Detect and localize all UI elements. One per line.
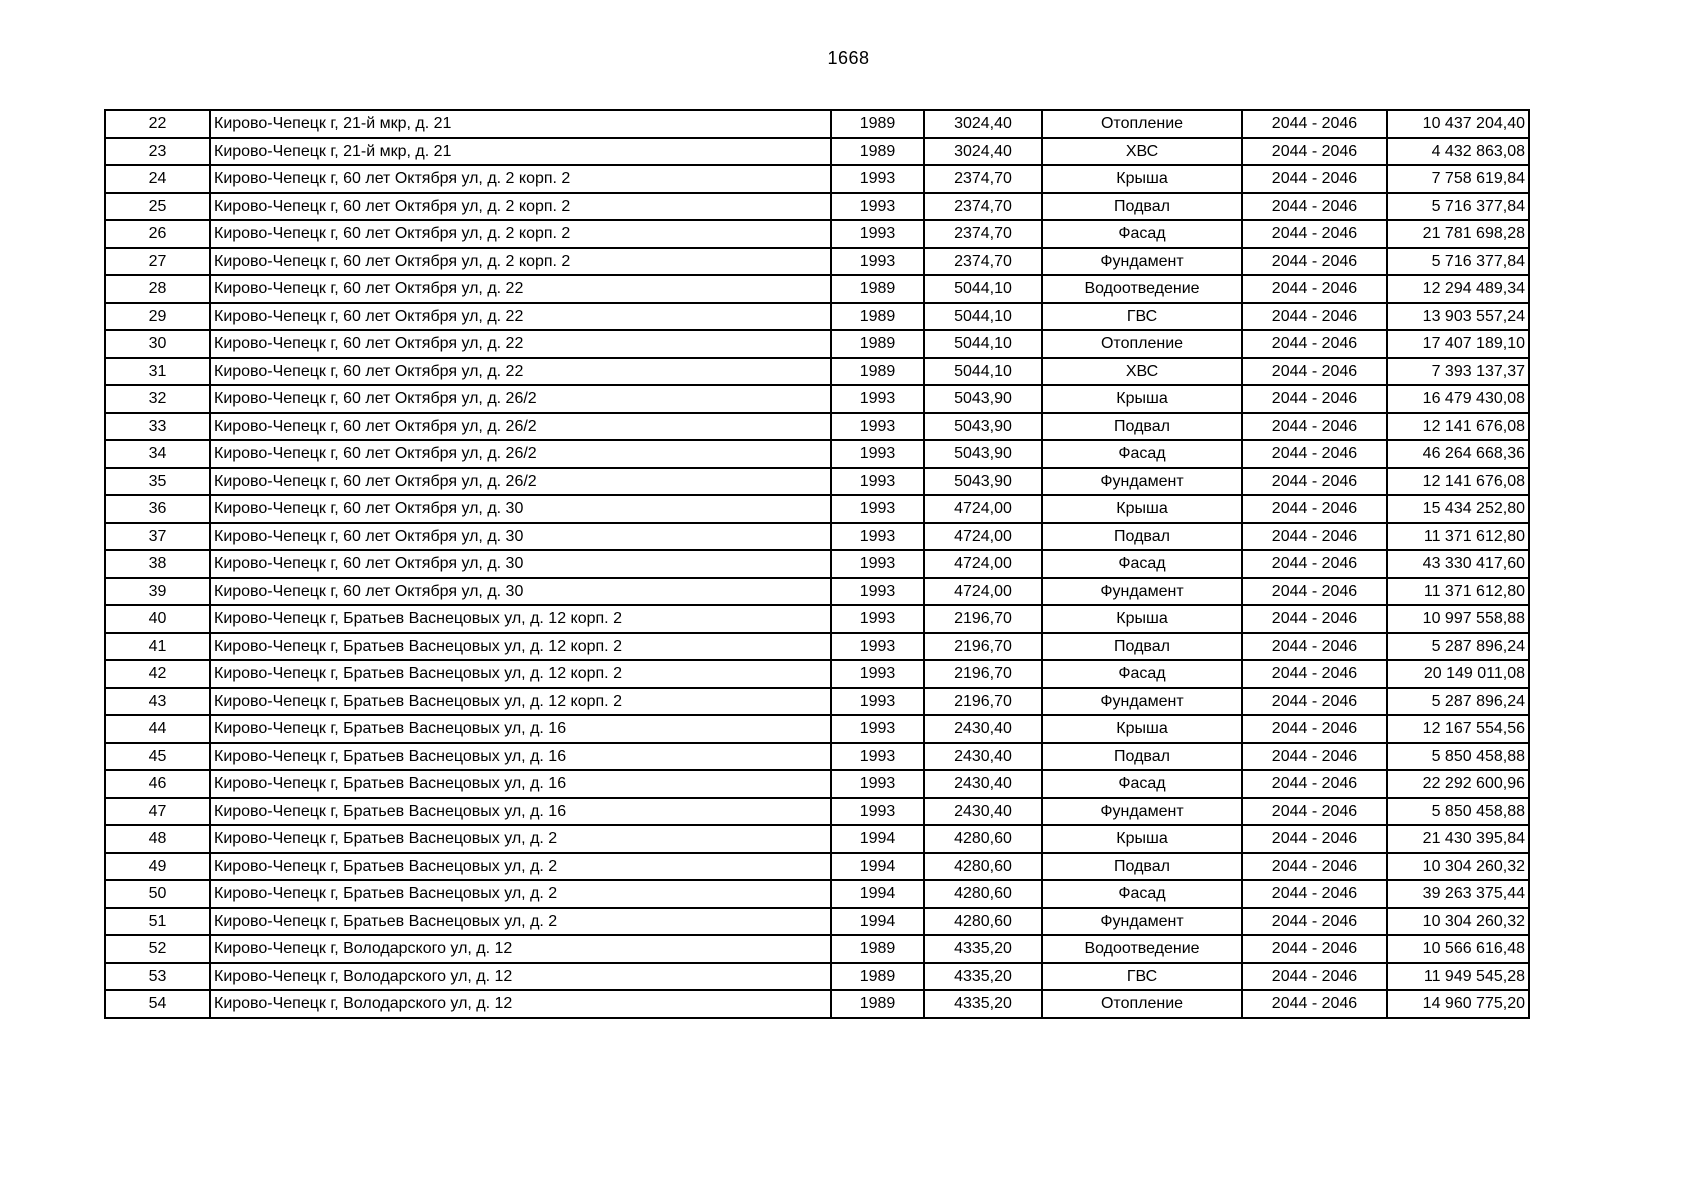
row-number-cell: 25 [105, 193, 210, 221]
address-cell: Кирово-Чепецк г, 60 лет Октября ул, д. 26/2 [210, 413, 831, 441]
row-number-cell: 51 [105, 908, 210, 936]
address-cell: Кирово-Чепецк г, 60 лет Октября ул, д. 30 [210, 523, 831, 551]
area-cell: 2196,70 [924, 633, 1042, 661]
address-cell: Кирово-Чепецк г, Володарского ул, д. 12 [210, 935, 831, 963]
table-row [105, 495, 1529, 523]
table-row [105, 633, 1529, 661]
build-year-cell: 1994 [831, 853, 924, 881]
cost-cell: 17 407 189,10 [1387, 330, 1529, 358]
address-cell: Кирово-Чепецк г, 60 лет Октября ул, д. 22 [210, 330, 831, 358]
address-cell: Кирово-Чепецк г, 60 лет Октября ул, д. 30 [210, 550, 831, 578]
work-type-cell: Крыша [1042, 605, 1242, 633]
build-year-cell: 1994 [831, 825, 924, 853]
area-cell: 2374,70 [924, 220, 1042, 248]
area-cell: 4335,20 [924, 963, 1042, 991]
period-cell: 2044 - 2046 [1242, 248, 1387, 276]
table-row [105, 220, 1529, 248]
cost-cell: 21 430 395,84 [1387, 825, 1529, 853]
capital-repair-table [104, 109, 1530, 1019]
table-row [105, 798, 1529, 826]
build-year-cell: 1993 [831, 715, 924, 743]
table-row [105, 990, 1529, 1018]
area-cell: 5044,10 [924, 303, 1042, 331]
cost-cell: 22 292 600,96 [1387, 770, 1529, 798]
period-cell: 2044 - 2046 [1242, 220, 1387, 248]
area-cell: 5043,90 [924, 385, 1042, 413]
table-row [105, 880, 1529, 908]
work-type-cell: Фасад [1042, 770, 1242, 798]
row-number-cell: 41 [105, 633, 210, 661]
area-cell: 4280,60 [924, 908, 1042, 936]
cost-cell: 12 167 554,56 [1387, 715, 1529, 743]
build-year-cell: 1993 [831, 413, 924, 441]
period-cell: 2044 - 2046 [1242, 578, 1387, 606]
build-year-cell: 1993 [831, 523, 924, 551]
period-cell: 2044 - 2046 [1242, 770, 1387, 798]
cost-cell: 11 949 545,28 [1387, 963, 1529, 991]
area-cell: 2374,70 [924, 165, 1042, 193]
area-cell: 4280,60 [924, 880, 1042, 908]
build-year-cell: 1993 [831, 605, 924, 633]
address-cell: Кирово-Чепецк г, Братьев Васнецовых ул, д. 12 корп. 2 [210, 633, 831, 661]
table-row [105, 853, 1529, 881]
period-cell: 2044 - 2046 [1242, 908, 1387, 936]
period-cell: 2044 - 2046 [1242, 660, 1387, 688]
address-cell: Кирово-Чепецк г, Братьев Васнецовых ул, д. 16 [210, 743, 831, 771]
cost-cell: 39 263 375,44 [1387, 880, 1529, 908]
row-number-cell: 45 [105, 743, 210, 771]
period-cell: 2044 - 2046 [1242, 495, 1387, 523]
address-cell: Кирово-Чепецк г, 60 лет Октября ул, д. 22 [210, 275, 831, 303]
row-number-cell: 37 [105, 523, 210, 551]
table-row [105, 963, 1529, 991]
build-year-cell: 1989 [831, 990, 924, 1018]
area-cell: 5043,90 [924, 413, 1042, 441]
work-type-cell: Фундамент [1042, 688, 1242, 716]
area-cell: 3024,40 [924, 138, 1042, 166]
period-cell: 2044 - 2046 [1242, 825, 1387, 853]
row-number-cell: 24 [105, 165, 210, 193]
period-cell: 2044 - 2046 [1242, 413, 1387, 441]
work-type-cell: Фундамент [1042, 578, 1242, 606]
build-year-cell: 1993 [831, 550, 924, 578]
row-number-cell: 28 [105, 275, 210, 303]
build-year-cell: 1993 [831, 165, 924, 193]
work-type-cell: Крыша [1042, 165, 1242, 193]
table-row [105, 743, 1529, 771]
build-year-cell: 1993 [831, 633, 924, 661]
row-number-cell: 54 [105, 990, 210, 1018]
work-type-cell: Фундамент [1042, 798, 1242, 826]
table-row [105, 605, 1529, 633]
cost-cell: 11 371 612,80 [1387, 523, 1529, 551]
cost-cell: 10 566 616,48 [1387, 935, 1529, 963]
area-cell: 2430,40 [924, 715, 1042, 743]
period-cell: 2044 - 2046 [1242, 550, 1387, 578]
table-row [105, 770, 1529, 798]
work-type-cell: Крыша [1042, 715, 1242, 743]
area-cell: 2430,40 [924, 798, 1042, 826]
address-cell: Кирово-Чепецк г, Братьев Васнецовых ул, д. 12 корп. 2 [210, 660, 831, 688]
period-cell: 2044 - 2046 [1242, 880, 1387, 908]
cost-cell: 5 716 377,84 [1387, 248, 1529, 276]
area-cell: 2196,70 [924, 688, 1042, 716]
work-type-cell: Водоотведение [1042, 935, 1242, 963]
build-year-cell: 1994 [831, 908, 924, 936]
area-cell: 5044,10 [924, 358, 1042, 386]
address-cell: Кирово-Чепецк г, Братьев Васнецовых ул, д. 16 [210, 770, 831, 798]
address-cell: Кирово-Чепецк г, 60 лет Октября ул, д. 26/2 [210, 440, 831, 468]
period-cell: 2044 - 2046 [1242, 715, 1387, 743]
row-number-cell: 29 [105, 303, 210, 331]
cost-cell: 4 432 863,08 [1387, 138, 1529, 166]
area-cell: 5044,10 [924, 275, 1042, 303]
address-cell: Кирово-Чепецк г, Братьев Васнецовых ул, д. 2 [210, 853, 831, 881]
row-number-cell: 52 [105, 935, 210, 963]
page-number: 1668 [827, 48, 870, 68]
work-type-cell: Отопление [1042, 330, 1242, 358]
area-cell: 4335,20 [924, 990, 1042, 1018]
build-year-cell: 1993 [831, 193, 924, 221]
build-year-cell: 1993 [831, 688, 924, 716]
address-cell: Кирово-Чепецк г, 21-й мкр, д. 21 [210, 138, 831, 166]
period-cell: 2044 - 2046 [1242, 990, 1387, 1018]
address-cell: Кирово-Чепецк г, 60 лет Октября ул, д. 2 корп. 2 [210, 220, 831, 248]
table-row [105, 550, 1529, 578]
build-year-cell: 1993 [831, 385, 924, 413]
build-year-cell: 1994 [831, 880, 924, 908]
table-row [105, 688, 1529, 716]
table-row [105, 275, 1529, 303]
table-row [105, 660, 1529, 688]
address-cell: Кирово-Чепецк г, 60 лет Октября ул, д. 30 [210, 495, 831, 523]
area-cell: 2374,70 [924, 248, 1042, 276]
cost-cell: 20 149 011,08 [1387, 660, 1529, 688]
row-number-cell: 22 [105, 110, 210, 138]
address-cell: Кирово-Чепецк г, Володарского ул, д. 12 [210, 990, 831, 1018]
work-type-cell: ГВС [1042, 303, 1242, 331]
address-cell: Кирово-Чепецк г, Братьев Васнецовых ул, д. 2 [210, 880, 831, 908]
work-type-cell: Подвал [1042, 523, 1242, 551]
area-cell: 3024,40 [924, 110, 1042, 138]
row-number-cell: 44 [105, 715, 210, 743]
area-cell: 2430,40 [924, 743, 1042, 771]
period-cell: 2044 - 2046 [1242, 385, 1387, 413]
table-row [105, 385, 1529, 413]
table-row [105, 110, 1529, 138]
cost-cell: 10 304 260,32 [1387, 853, 1529, 881]
period-cell: 2044 - 2046 [1242, 523, 1387, 551]
build-year-cell: 1993 [831, 770, 924, 798]
table-row [105, 825, 1529, 853]
period-cell: 2044 - 2046 [1242, 935, 1387, 963]
address-cell: Кирово-Чепецк г, 60 лет Октября ул, д. 22 [210, 358, 831, 386]
row-number-cell: 36 [105, 495, 210, 523]
row-number-cell: 23 [105, 138, 210, 166]
row-number-cell: 26 [105, 220, 210, 248]
cost-cell: 14 960 775,20 [1387, 990, 1529, 1018]
build-year-cell: 1993 [831, 495, 924, 523]
area-cell: 4724,00 [924, 550, 1042, 578]
address-cell: Кирово-Чепецк г, Братьев Васнецовых ул, д. 16 [210, 715, 831, 743]
area-cell: 4724,00 [924, 495, 1042, 523]
cost-cell: 10 304 260,32 [1387, 908, 1529, 936]
build-year-cell: 1993 [831, 578, 924, 606]
address-cell: Кирово-Чепецк г, Братьев Васнецовых ул, д. 12 корп. 2 [210, 688, 831, 716]
work-type-cell: Фасад [1042, 220, 1242, 248]
period-cell: 2044 - 2046 [1242, 138, 1387, 166]
work-type-cell: Подвал [1042, 633, 1242, 661]
build-year-cell: 1989 [831, 275, 924, 303]
area-cell: 4724,00 [924, 523, 1042, 551]
cost-cell: 10 997 558,88 [1387, 605, 1529, 633]
build-year-cell: 1989 [831, 138, 924, 166]
address-cell: Кирово-Чепецк г, Братьев Васнецовых ул, д. 2 [210, 908, 831, 936]
work-type-cell: Подвал [1042, 743, 1242, 771]
cost-cell: 7 758 619,84 [1387, 165, 1529, 193]
work-type-cell: Фундамент [1042, 908, 1242, 936]
cost-cell: 12 141 676,08 [1387, 413, 1529, 441]
work-type-cell: Фасад [1042, 440, 1242, 468]
table-row [105, 330, 1529, 358]
work-type-cell: Подвал [1042, 193, 1242, 221]
work-type-cell: Крыша [1042, 495, 1242, 523]
work-type-cell: ХВС [1042, 358, 1242, 386]
cost-cell: 5 850 458,88 [1387, 743, 1529, 771]
address-cell: Кирово-Чепецк г, 60 лет Октября ул, д. 30 [210, 578, 831, 606]
row-number-cell: 50 [105, 880, 210, 908]
work-type-cell: Фасад [1042, 660, 1242, 688]
table-row [105, 193, 1529, 221]
row-number-cell: 42 [105, 660, 210, 688]
cost-cell: 7 393 137,37 [1387, 358, 1529, 386]
table-row [105, 523, 1529, 551]
work-type-cell: Крыша [1042, 825, 1242, 853]
row-number-cell: 43 [105, 688, 210, 716]
row-number-cell: 35 [105, 468, 210, 496]
table-row [105, 358, 1529, 386]
work-type-cell: Фасад [1042, 550, 1242, 578]
area-cell: 5043,90 [924, 440, 1042, 468]
address-cell: Кирово-Чепецк г, 60 лет Октября ул, д. 26/2 [210, 468, 831, 496]
row-number-cell: 33 [105, 413, 210, 441]
table-row [105, 413, 1529, 441]
work-type-cell: Отопление [1042, 990, 1242, 1018]
address-cell: Кирово-Чепецк г, 60 лет Октября ул, д. 2 корп. 2 [210, 248, 831, 276]
table-row [105, 440, 1529, 468]
cost-cell: 21 781 698,28 [1387, 220, 1529, 248]
cost-cell: 12 141 676,08 [1387, 468, 1529, 496]
area-cell: 2374,70 [924, 193, 1042, 221]
row-number-cell: 48 [105, 825, 210, 853]
table-row [105, 138, 1529, 166]
period-cell: 2044 - 2046 [1242, 963, 1387, 991]
build-year-cell: 1993 [831, 220, 924, 248]
work-type-cell: ХВС [1042, 138, 1242, 166]
work-type-cell: Подвал [1042, 413, 1242, 441]
area-cell: 4335,20 [924, 935, 1042, 963]
table-row [105, 715, 1529, 743]
period-cell: 2044 - 2046 [1242, 605, 1387, 633]
row-number-cell: 47 [105, 798, 210, 826]
cost-cell: 5 716 377,84 [1387, 193, 1529, 221]
area-cell: 2196,70 [924, 660, 1042, 688]
build-year-cell: 1993 [831, 468, 924, 496]
area-cell: 5043,90 [924, 468, 1042, 496]
address-cell: Кирово-Чепецк г, 60 лет Октября ул, д. 2 корп. 2 [210, 193, 831, 221]
address-cell: Кирово-Чепецк г, Братьев Васнецовых ул, д. 12 корп. 2 [210, 605, 831, 633]
area-cell: 5044,10 [924, 330, 1042, 358]
table-body [105, 110, 1529, 1018]
cost-cell: 43 330 417,60 [1387, 550, 1529, 578]
row-number-cell: 38 [105, 550, 210, 578]
work-type-cell: Отопление [1042, 110, 1242, 138]
row-number-cell: 49 [105, 853, 210, 881]
row-number-cell: 27 [105, 248, 210, 276]
table-row [105, 578, 1529, 606]
cost-cell: 13 903 557,24 [1387, 303, 1529, 331]
build-year-cell: 1993 [831, 248, 924, 276]
period-cell: 2044 - 2046 [1242, 798, 1387, 826]
period-cell: 2044 - 2046 [1242, 193, 1387, 221]
cost-cell: 5 287 896,24 [1387, 688, 1529, 716]
row-number-cell: 40 [105, 605, 210, 633]
area-cell: 2430,40 [924, 770, 1042, 798]
period-cell: 2044 - 2046 [1242, 303, 1387, 331]
cost-cell: 11 371 612,80 [1387, 578, 1529, 606]
row-number-cell: 30 [105, 330, 210, 358]
row-number-cell: 32 [105, 385, 210, 413]
table-row [105, 908, 1529, 936]
period-cell: 2044 - 2046 [1242, 110, 1387, 138]
address-cell: Кирово-Чепецк г, Братьев Васнецовых ул, д. 2 [210, 825, 831, 853]
work-type-cell: Фундамент [1042, 248, 1242, 276]
work-type-cell: Водоотведение [1042, 275, 1242, 303]
row-number-cell: 34 [105, 440, 210, 468]
cost-cell: 5 287 896,24 [1387, 633, 1529, 661]
period-cell: 2044 - 2046 [1242, 468, 1387, 496]
work-type-cell: Крыша [1042, 385, 1242, 413]
build-year-cell: 1993 [831, 660, 924, 688]
table-row [105, 303, 1529, 331]
work-type-cell: Подвал [1042, 853, 1242, 881]
work-type-cell: ГВС [1042, 963, 1242, 991]
work-type-cell: Фундамент [1042, 468, 1242, 496]
address-cell: Кирово-Чепецк г, 21-й мкр, д. 21 [210, 110, 831, 138]
build-year-cell: 1989 [831, 330, 924, 358]
period-cell: 2044 - 2046 [1242, 853, 1387, 881]
period-cell: 2044 - 2046 [1242, 275, 1387, 303]
period-cell: 2044 - 2046 [1242, 743, 1387, 771]
build-year-cell: 1989 [831, 358, 924, 386]
period-cell: 2044 - 2046 [1242, 358, 1387, 386]
period-cell: 2044 - 2046 [1242, 688, 1387, 716]
cost-cell: 10 437 204,40 [1387, 110, 1529, 138]
area-cell: 4280,60 [924, 825, 1042, 853]
cost-cell: 15 434 252,80 [1387, 495, 1529, 523]
cost-cell: 12 294 489,34 [1387, 275, 1529, 303]
row-number-cell: 31 [105, 358, 210, 386]
period-cell: 2044 - 2046 [1242, 440, 1387, 468]
area-cell: 4724,00 [924, 578, 1042, 606]
work-type-cell: Фасад [1042, 880, 1242, 908]
build-year-cell: 1989 [831, 110, 924, 138]
row-number-cell: 46 [105, 770, 210, 798]
build-year-cell: 1993 [831, 440, 924, 468]
period-cell: 2044 - 2046 [1242, 633, 1387, 661]
period-cell: 2044 - 2046 [1242, 165, 1387, 193]
cost-cell: 16 479 430,08 [1387, 385, 1529, 413]
area-cell: 4280,60 [924, 853, 1042, 881]
table-row [105, 468, 1529, 496]
build-year-cell: 1993 [831, 743, 924, 771]
address-cell: Кирово-Чепецк г, Братьев Васнецовых ул, д. 16 [210, 798, 831, 826]
area-cell: 2196,70 [924, 605, 1042, 633]
table-row [105, 935, 1529, 963]
build-year-cell: 1993 [831, 798, 924, 826]
table-row [105, 248, 1529, 276]
table-row [105, 165, 1529, 193]
address-cell: Кирово-Чепецк г, 60 лет Октября ул, д. 26/2 [210, 385, 831, 413]
cost-cell: 5 850 458,88 [1387, 798, 1529, 826]
address-cell: Кирово-Чепецк г, 60 лет Октября ул, д. 22 [210, 303, 831, 331]
build-year-cell: 1989 [831, 935, 924, 963]
address-cell: Кирово-Чепецк г, 60 лет Октября ул, д. 2 корп. 2 [210, 165, 831, 193]
row-number-cell: 53 [105, 963, 210, 991]
cost-cell: 46 264 668,36 [1387, 440, 1529, 468]
period-cell: 2044 - 2046 [1242, 330, 1387, 358]
build-year-cell: 1989 [831, 963, 924, 991]
address-cell: Кирово-Чепецк г, Володарского ул, д. 12 [210, 963, 831, 991]
build-year-cell: 1989 [831, 303, 924, 331]
row-number-cell: 39 [105, 578, 210, 606]
